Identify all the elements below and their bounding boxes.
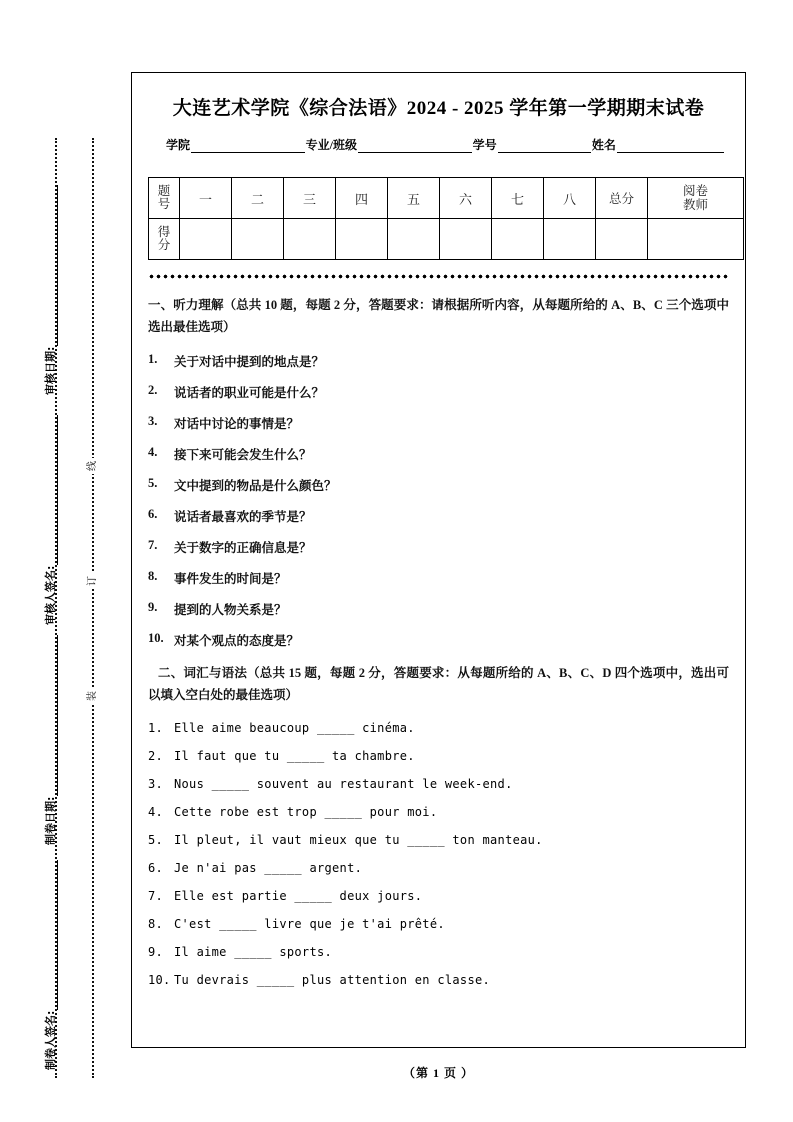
- question-number: 9.: [148, 944, 164, 959]
- question-number: 6.: [148, 506, 158, 521]
- list-item: [148, 600, 729, 618]
- question-text: Il faut que tu _____ ta chambre.: [174, 748, 415, 763]
- score-cell-7[interactable]: [492, 219, 544, 260]
- total-score-cell[interactable]: [596, 219, 648, 260]
- list-item: [148, 414, 729, 432]
- exam-paper-body: [131, 72, 746, 1048]
- table-row-scores: [149, 219, 744, 260]
- seam-word-pack: 装: [85, 688, 101, 704]
- list-item: [148, 945, 729, 959]
- question-number: 1.: [148, 720, 164, 735]
- question-number-6: 六: [440, 178, 492, 219]
- student-id-input[interactable]: [498, 139, 591, 153]
- question-text: 对话中讨论的事情是？: [174, 416, 300, 431]
- reviewer-signature-rule: [44, 415, 58, 565]
- review-date-label: [36, 185, 58, 395]
- production-date-text: 制卷日期:: [44, 796, 57, 845]
- question-number: 6.: [148, 860, 164, 875]
- question-text: 接下来可能会发生什么？: [174, 447, 312, 462]
- question-number: 7.: [148, 537, 158, 552]
- list-item: [148, 631, 729, 649]
- question-number: 2.: [148, 748, 164, 763]
- question-text: 提到的人物关系是？: [174, 602, 287, 617]
- score-label-line1: 得: [157, 224, 171, 239]
- question-text: Il aime _____ sports.: [174, 944, 333, 959]
- score-cell-5[interactable]: [388, 219, 440, 260]
- list-item: [148, 352, 729, 370]
- question-text: 文中提到的物品是什么颜色？: [174, 478, 337, 493]
- list-item: [148, 889, 729, 903]
- question-text: 关于数字的正确信息是？: [174, 540, 312, 555]
- list-item: [148, 721, 729, 735]
- student-info-line: [166, 136, 725, 153]
- question-number: 4.: [148, 804, 164, 819]
- score-cell-3[interactable]: [284, 219, 336, 260]
- major-class-input[interactable]: [358, 139, 472, 153]
- question-text: Il pleut, il vaut mieux que tu _____ ton manteau.: [174, 832, 543, 847]
- question-number-5: 五: [388, 178, 440, 219]
- question-text: 关于对话中提到的地点是？: [174, 354, 325, 369]
- question-text: 说话者的职业可能是什么？: [174, 385, 325, 400]
- review-date-text: 审核日期:: [44, 346, 57, 395]
- score-table: [148, 177, 744, 260]
- marker-teacher-header: [648, 178, 744, 219]
- list-item: [148, 749, 729, 763]
- list-item: [148, 569, 729, 587]
- score-cell-8[interactable]: [544, 219, 596, 260]
- question-number: 1.: [148, 351, 158, 366]
- question-number-2: 二: [232, 178, 284, 219]
- section-divider: [148, 274, 729, 279]
- question-text: 对某个观点的态度是？: [174, 633, 300, 648]
- question-number-7: 七: [492, 178, 544, 219]
- college-label: 学院: [166, 138, 191, 152]
- score-cell-2[interactable]: [232, 219, 284, 260]
- review-date-rule: [44, 185, 58, 346]
- section-1-heading: 一、听力理解（总共 10 题，每题 2 分，答题要求：请根据所听内容，从每题所给的 A、B、C 三个选项中选出最佳选项）: [148, 298, 729, 334]
- list-item: [148, 917, 729, 931]
- list-item: [148, 445, 729, 463]
- list-item: [148, 383, 729, 401]
- list-item: [148, 507, 729, 525]
- page-title: 大连艺术学院《综合法语》2024 - 2025 学年第一学期期末试卷: [172, 98, 705, 119]
- question-number: 3.: [148, 776, 164, 791]
- seam-word-bind: 订: [85, 573, 101, 589]
- question-text: Elle est partie _____ deux jours.: [174, 888, 423, 903]
- reviewer-signature-text: 审核人签名:: [44, 565, 57, 625]
- list-item: [148, 833, 729, 847]
- question-number: 10.: [148, 630, 164, 645]
- question-text: Tu devrais _____ plus attention en classe.: [174, 972, 491, 987]
- producer-signature-rule: [44, 860, 58, 1010]
- list-item: [148, 861, 729, 875]
- question-number: 5.: [148, 475, 158, 490]
- question-number-3: 三: [284, 178, 336, 219]
- marker-label-line2: 教师: [682, 198, 708, 212]
- question-number-label-line1: 题: [157, 183, 171, 198]
- question-number: 9.: [148, 599, 158, 614]
- score-cell-4[interactable]: [336, 219, 388, 260]
- score-cell-6[interactable]: [440, 219, 492, 260]
- list-item: [148, 973, 729, 987]
- question-number-4: 四: [336, 178, 388, 219]
- question-number: 4.: [148, 444, 158, 459]
- binding-margin: [0, 0, 130, 1122]
- section-2-heading: 二、词汇与语法（总共 15 题，每题 2 分，答题要求：从每题所给的 A、B、C、D 四个选项中，选出可以填入空白处的最佳选项）: [148, 665, 729, 702]
- question-number: 8.: [148, 568, 158, 583]
- question-number: 7.: [148, 888, 164, 903]
- question-number-1: 一: [180, 178, 232, 219]
- major-class-label: 专业/班级: [305, 138, 358, 152]
- producer-signature-text: 制卷人签名:: [44, 1010, 57, 1070]
- seam-word-line: 线: [85, 458, 101, 474]
- table-row-question-numbers: [149, 178, 744, 219]
- student-id-label: 学号: [472, 138, 497, 152]
- list-item: [148, 777, 729, 791]
- question-number: 3.: [148, 413, 158, 428]
- inner-dotted-rule: [92, 138, 94, 1078]
- list-item: [148, 538, 729, 556]
- question-text: Cette robe est trop _____ pour moi.: [174, 804, 438, 819]
- marker-teacher-cell[interactable]: [648, 219, 744, 260]
- total-score-header: 总分: [596, 178, 648, 219]
- question-number-label-line2: 号: [157, 197, 171, 211]
- row-header-question-number: [149, 178, 180, 219]
- marker-label-line1: 阅卷: [682, 183, 708, 198]
- question-text: Nous _____ souvent au restaurant le week-end.: [174, 776, 513, 791]
- name-input[interactable]: [617, 139, 724, 153]
- row-header-score: [149, 219, 180, 260]
- production-date-rule: [44, 635, 58, 796]
- producer-signature-label: [36, 860, 58, 1070]
- question-number-8: 八: [544, 178, 596, 219]
- question-text: 事件发生的时间是？: [174, 571, 287, 586]
- page-indicator: （第 1 页 ）: [402, 1066, 474, 1080]
- production-date-label: [36, 635, 58, 845]
- score-label-line2: 分: [157, 238, 171, 252]
- name-label: 姓名: [591, 138, 616, 152]
- score-cell-1[interactable]: [180, 219, 232, 260]
- question-number: 8.: [148, 916, 164, 931]
- question-text: C'est _____ livre que je t'ai prêté.: [174, 916, 445, 931]
- question-number: 5.: [148, 832, 164, 847]
- question-text: Je n'ai pas _____ argent.: [174, 860, 363, 875]
- question-number: 2.: [148, 382, 158, 397]
- reviewer-signature-label: [36, 415, 58, 625]
- list-item: [148, 805, 729, 819]
- question-text: Elle aime beaucoup _____ cinéma.: [174, 720, 415, 735]
- list-item: [148, 476, 729, 494]
- question-number: 10.: [148, 972, 171, 987]
- college-input[interactable]: [191, 139, 305, 153]
- question-text: 说话者最喜欢的季节是？: [174, 509, 312, 524]
